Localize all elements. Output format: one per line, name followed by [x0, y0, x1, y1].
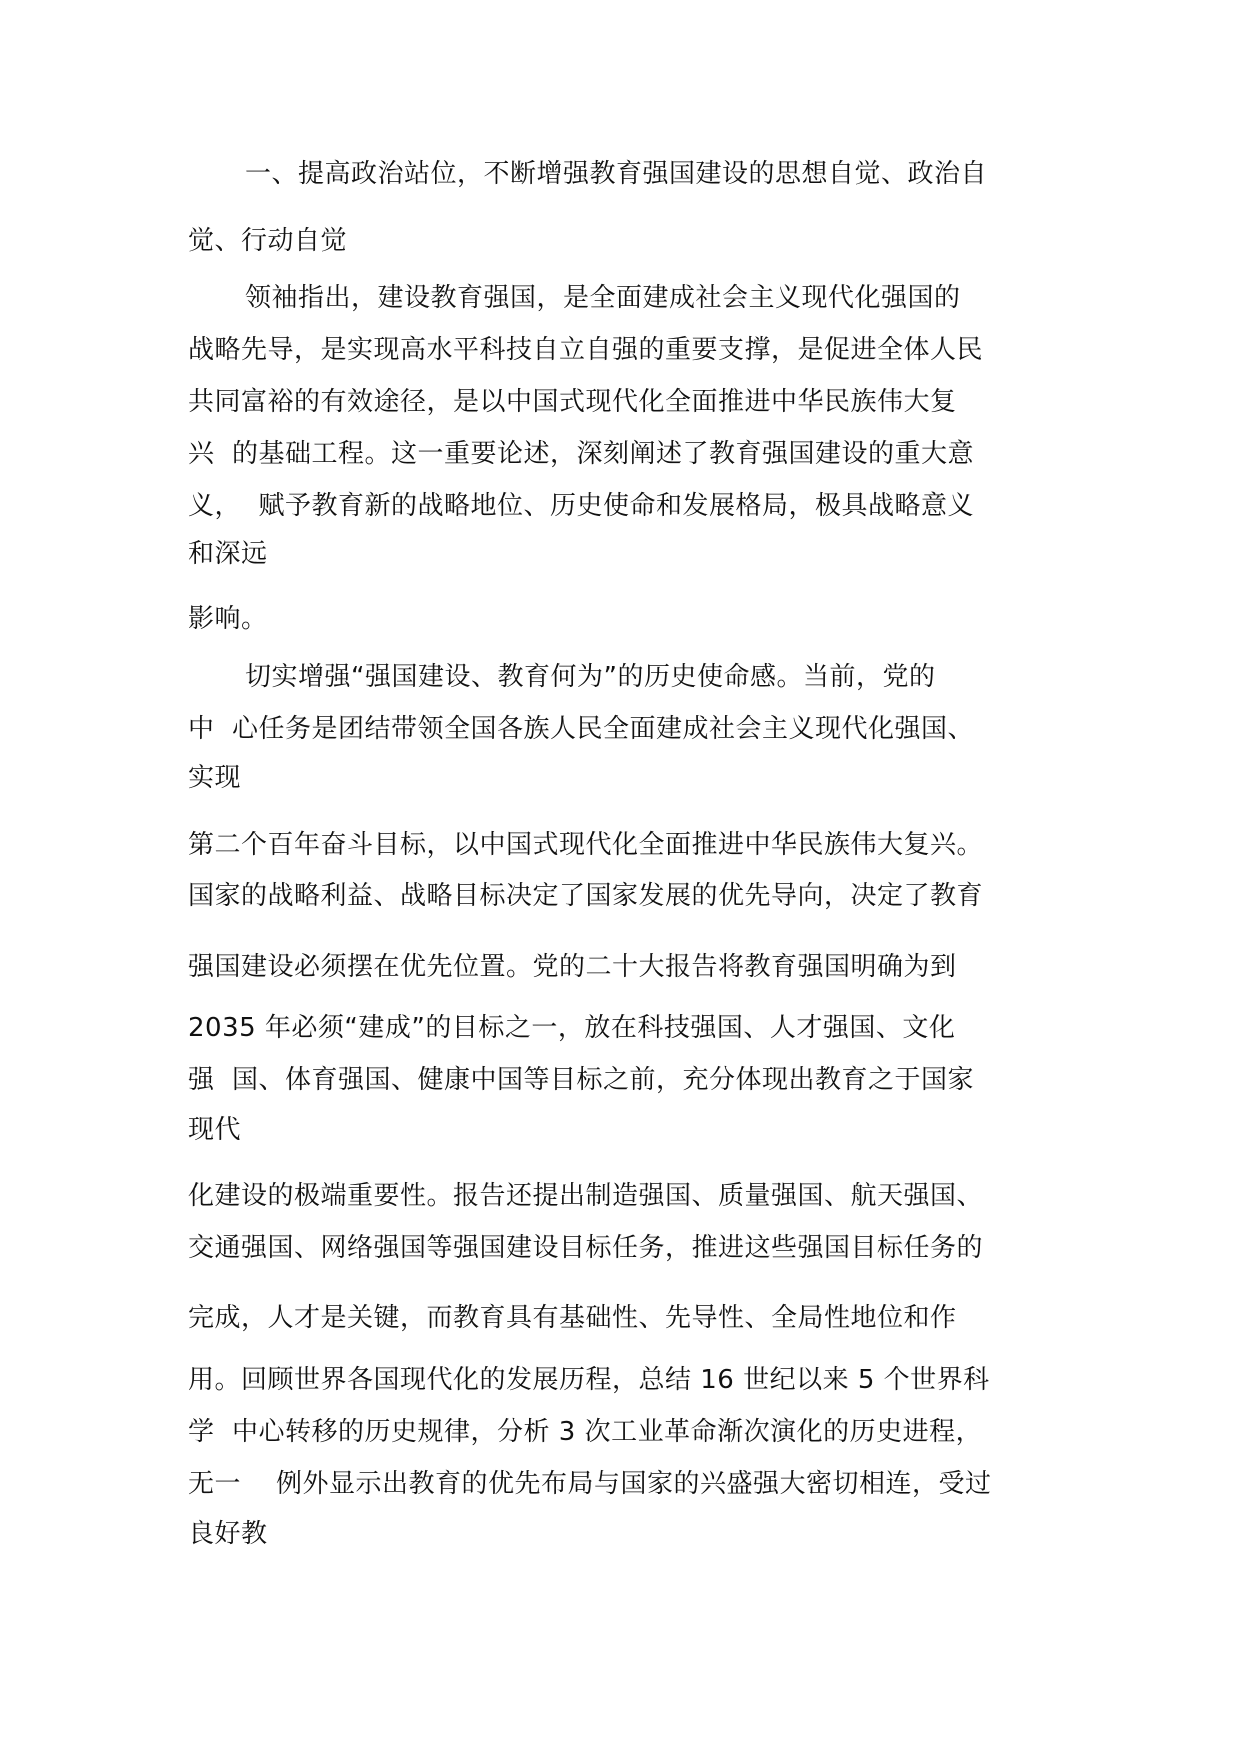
paragraph-line: 和深远	[188, 539, 268, 569]
section-heading-line-2: 觉、行动自觉	[188, 226, 348, 256]
paragraph-line: 现代	[188, 1115, 242, 1145]
paragraph-line: 影响。	[188, 604, 268, 634]
paragraph-line: 义， 赋予教育新的战略地位、历史使命和发展格局，极具战略意义	[188, 491, 975, 521]
paragraph-line: 兴 的基础工程。这一重要论述，深刻阐述了教育强国建设的重大意	[188, 439, 975, 469]
paragraph-line: 领袖指出，建设教育强国，是全面建成社会主义现代化强国的	[245, 283, 961, 313]
section-heading-line-1: 一、提高政治站位，不断增强教育强国建设的思想自觉、政治自	[245, 159, 988, 189]
paragraph-line: 良好教	[188, 1519, 268, 1549]
paragraph-line: 用。回顾世界各国现代化的发展历程，总结 16 世纪以来 5 个世界科	[188, 1365, 990, 1395]
paragraph-line: 国家的战略利益、战略目标决定了国家发展的优先导向，决定了教育	[188, 881, 984, 911]
paragraph-line: 无一 例外显示出教育的优先布局与国家的兴盛强大密切相连，受过	[188, 1469, 992, 1499]
paragraph-line: 共同富裕的有效途径，是以中国式现代化全面推进中华民族伟大复	[188, 387, 957, 417]
paragraph-line: 强国建设必须摆在优先位置。党的二十大报告将教育强国明确为到	[188, 952, 957, 982]
paragraph-line: 学 中心转移的历史规律，分析 3 次工业革命渐次演化的历史进程，	[188, 1417, 983, 1447]
paragraph-line: 战略先导，是实现高水平科技自立自强的重要支撑，是促进全体人民	[188, 335, 984, 365]
paragraph-line: 完成，人才是关键，而教育具有基础性、先导性、全局性地位和作	[188, 1303, 957, 1333]
paragraph-line: 第二个百年奋斗目标，以中国式现代化全面推进中华民族伟大复兴。	[188, 830, 984, 860]
paragraph-line: 实现	[188, 763, 242, 793]
paragraph-line: 切实增强“强国建设、教育何为”的历史使命感。当前，党的	[245, 662, 936, 692]
paragraph-line: 交通强国、网络强国等强国建设目标任务，推进这些强国目标任务的	[188, 1233, 984, 1263]
paragraph-line: 强 国、体育强国、健康中国等目标之前，充分体现出教育之于国家	[188, 1065, 975, 1095]
paragraph-line: 中 心任务是团结带领全国各族人民全面建成社会主义现代化强国、	[188, 714, 975, 744]
paragraph-line: 2035 年必须“建成”的目标之一，放在科技强国、人才强国、文化	[188, 1013, 956, 1043]
paragraph-line: 化建设的极端重要性。报告还提出制造强国、质量强国、航天强国、	[188, 1181, 984, 1211]
